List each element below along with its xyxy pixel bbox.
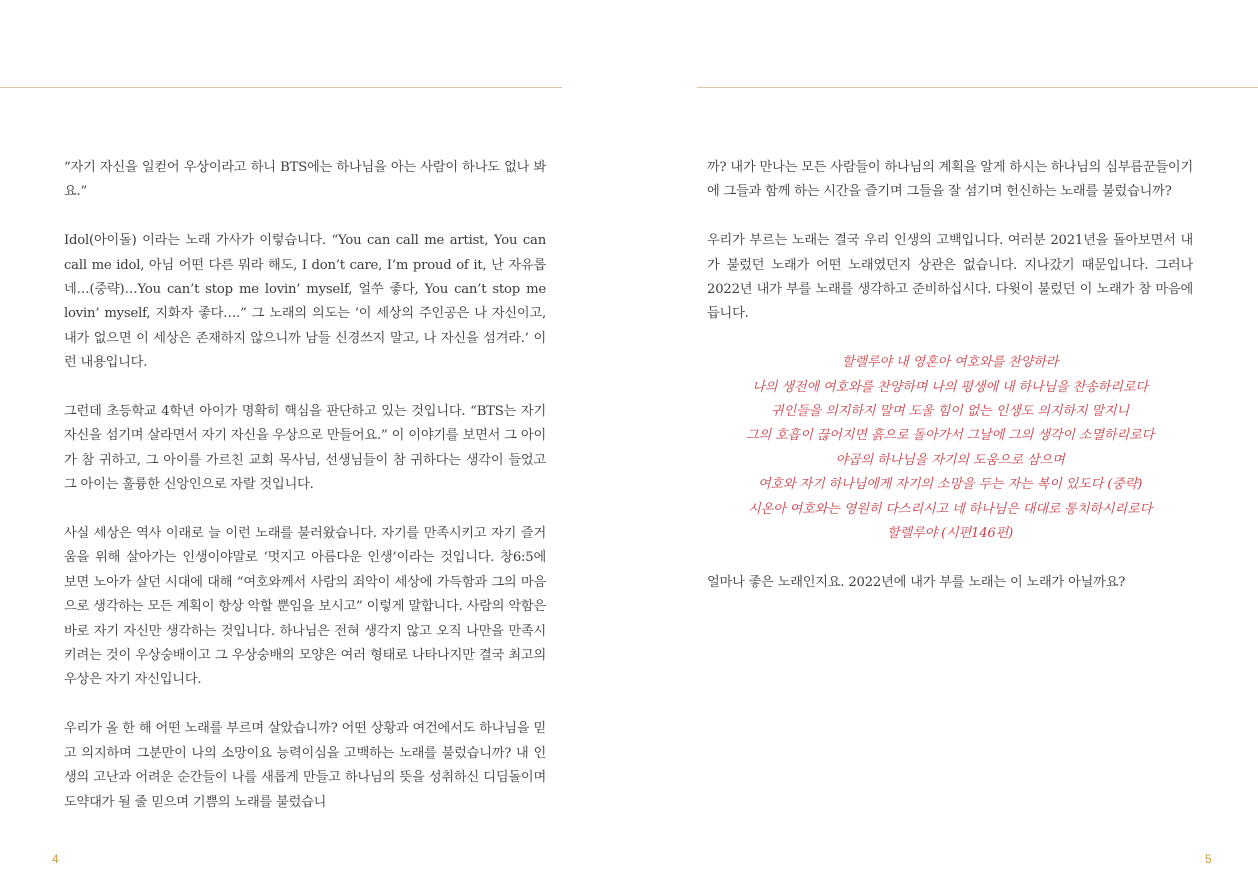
left-body-text [64,156,546,839]
poem-line: 할렐루야 (시편146편) [886,526,1014,542]
page-number: 4 [52,852,59,866]
poem-line: 그의 호흡이 끊어지면 흙으로 돌아가서 그날에 그의 생각이 소멸하리로다 [745,428,1155,444]
paragraph: 사실 세상은 역사 이래로 늘 이런 노래를 불러왔습니다. 자기를 만족시키고 자기 즐거움을 위해 살아가는 인생이야말로 ‘멋지고 아름다운 인생’이라는 것입니다. 창6:5에 보면 노아가 살던 시대에 대해 “여호와께서 사람의 죄악이 세상에 가득함과 그의 마음으로 생각하는 모든 계획이 항상 악할 뿐임을 보시고” 이렇게 말합니다. 사람의 악함은 바로 자기 자신만 생각하는 것입니다. 하나님은 전혀 생각지 않고 오직 나만을 만족시키려는 것이 우상숭배이고 그 우상숭배의 모양은 여러 형태로 나타나지만 결국 최고의 우상은 자기 자신입니다. [64,526,546,688]
right-page [697,0,1258,892]
paragraph: 우리가 올 한 해 어떤 노래를 부르며 살았습니까? 어떤 상황과 여건에서도 하나님을 믿고 의지하며 그분만이 나의 소망이요 능력이심을 고백하는 노래를 불렀습니까? 내 인생의 고난과 어려운 순간들이 나를 새롭게 만들고 하나님의 뜻을 성취하신 디딤돌이며 도약대가 될 줄 믿으며 기쁨의 노래를 불렀습니 [64,721,546,810]
paragraph: 그런데 초등학교 4학년 아이가 명확히 핵심을 판단하고 있는 것입니다. “BTS는 자기 자신을 섬기며 살라면서 자기 자신을 우상으로 만들어요.” 이 이야기를 보면서 그 아이가 참 귀하고, 그 아이를 가르친 교회 목사님, 선생님들이 참 귀하다는 생각이 들었고 그 아이는 훌륭한 신앙인으로 자랄 것입니다. [64,404,546,493]
poem-line: 나의 생전에 여호와를 찬양하며 나의 평생에 내 하나님을 찬송하리로다 [752,379,1148,395]
poem-line: 할렐루야 내 영혼아 여호와를 찬양하라 [841,355,1059,371]
poem-line: 야곱의 하나님을 자기의 도움으로 삼으며 [835,452,1065,468]
header-rule [697,87,1258,88]
paragraph: 얼마나 좋은 노래인지요. 2022년에 내가 부를 노래는 이 노래가 아닐까요? [707,574,1126,590]
paragraph: Idol(아이돌) 이라는 노래 가사가 이렇습니다. “You can call me artist, You can call me idol, 아님 어떤 다른 뭐라 해도, I don’t care, I’m proud of it, 난 자유롭네…(중략)…You can’t stop me lovin’ myself, 얼쑤 좋다, You can’t stop me lovin’ myself, 지화자 좋다….” 그 노래의 의도는 ‘이 세상의 주인공은 나 자신이고, 내가 없으면 이 세상은 존재하지 않으니까 남들 신경쓰지 말고, 나 자신을 섬겨라.’ 이런 내용입니다. [64,233,546,371]
paragraph: “자기 자신을 일컫어 우상이라고 하니 BTS에는 하나님을 아는 사람이 하나도 없나 봐요.” [64,160,546,200]
poem-line: 여호와 자기 하나님에게 자기의 소망을 두는 자는 복이 있도다 (중략) [757,477,1143,493]
poem-line: 시온아 여호와는 영원히 다스리시고 네 하나님은 대대로 통치하시리로다 [747,501,1153,517]
header-rule [0,87,562,88]
paragraph: 까? 내가 만나는 모든 사람들이 하나님의 계획을 알게 하시는 하나님의 심부름꾼들이기에 그들과 함께 하는 시간을 즐기며 그들을 잘 섬기며 헌신하는 노래를 불렀습니까? [707,160,1193,200]
paragraph: 우리가 부르는 노래는 결국 우리 인생의 고백입니다. 여러분 2021년을 돌아보면서 내가 불렀던 노래가 어떤 노래였던지 상관은 없습니다. 지나갔기 때문입니다. 그러나 2022년 내가 부를 노래를 생각하고 준비하십시다. 다윗이 불렀던 이 노래가 참 마음에 듭니다. [707,233,1193,322]
page-number: 5 [1205,852,1212,866]
right-body-text [707,156,1193,620]
poem-line: 귀인들을 의지하지 말며 도울 힘이 없는 인생도 의지하지 말지니 [771,404,1129,420]
psalm-quote [707,351,1193,546]
left-page [0,0,562,892]
